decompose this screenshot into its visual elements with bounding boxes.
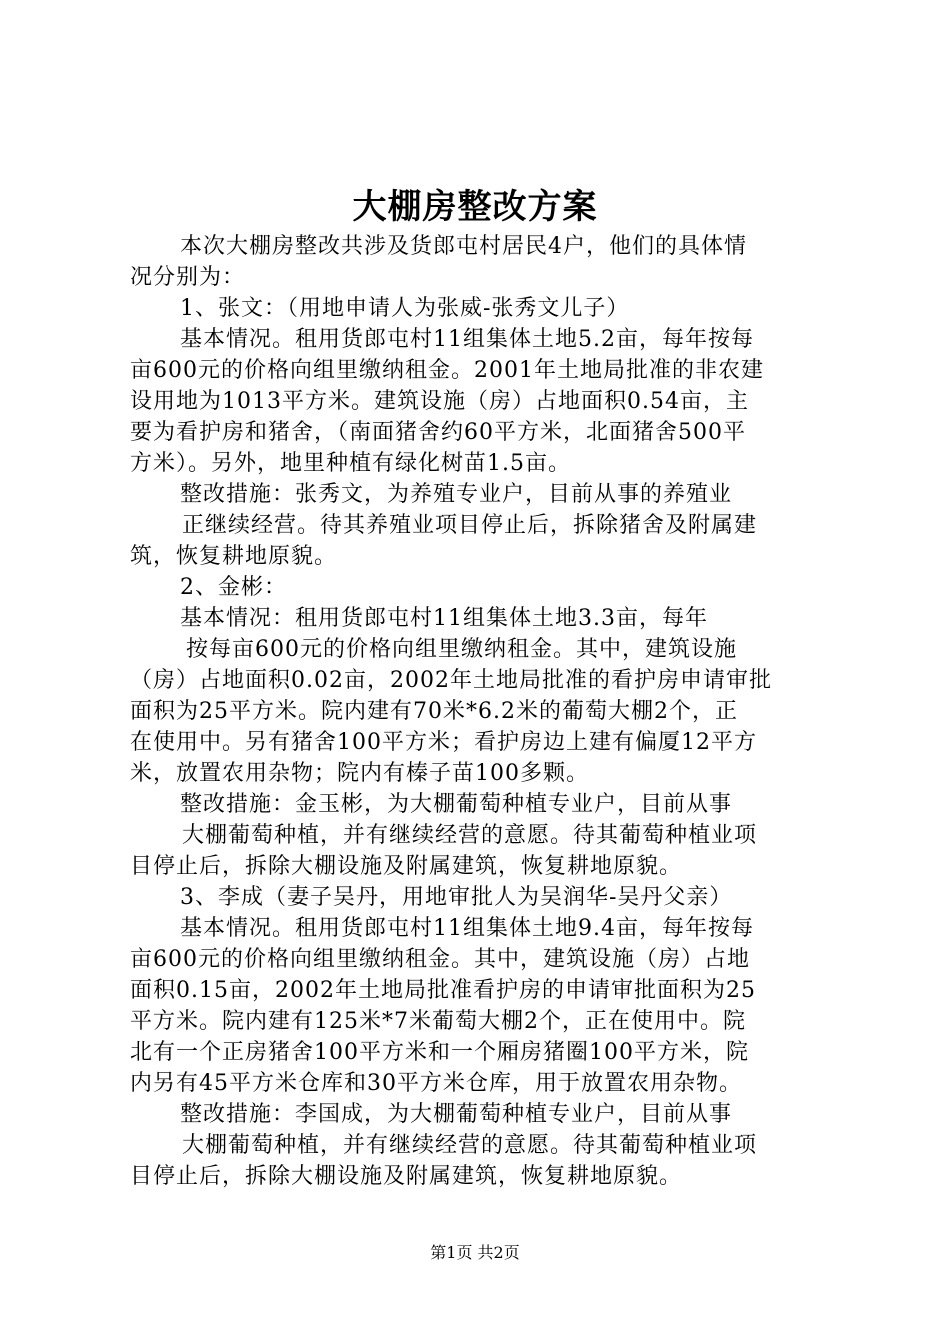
case-measure-line: 大棚葡萄种植，并有继续经营的意愿。待其葡萄种植业项 <box>182 823 758 848</box>
intro-line: 况分别为： <box>130 265 246 290</box>
case-basic-line: 亩600元的价格向组里缴纳租金。2001年土地局批准的非农建 <box>130 358 764 383</box>
case-basic-line: 按每亩600元的价格向组里缴纳租金。其中，建筑设施 <box>186 637 737 662</box>
case-basic-line: 基本情况：租用货郎屯村11组集体土地3.3亩，每年 <box>180 606 708 631</box>
case-measure-line: 目停止后，拆除大棚设施及附属建筑，恢复耕地原貌。 <box>130 1164 683 1189</box>
intro-line: 本次大棚房整改共涉及货郎屯村居民4户，他们的具体情 <box>180 234 747 259</box>
case-measure-line: 整改措施：李国成，为大棚葡萄种植专业户，目前从事 <box>180 1102 733 1127</box>
case-basic-line: 面积0.15亩，2002年土地局批准看护房的申请审批面积为25 <box>130 978 756 1003</box>
case-measure-line: 大棚葡萄种植，并有继续经营的意愿。待其葡萄种植业项 <box>182 1133 758 1158</box>
case-basic-line: 基本情况。租用货郎屯村11组集体土地5.2亩，每年按每 <box>180 327 754 352</box>
case-basic-line: 米，放置农用杂物；院内有榛子苗100多颗。 <box>130 761 589 786</box>
document-body <box>130 231 830 1192</box>
case-basic-line: 内另有45平方米仓库和30平方米仓库，用于放置农用杂物。 <box>130 1071 742 1096</box>
case-measure-line: 筑，恢复耕地原貌。 <box>130 544 338 569</box>
case-basic-line: 基本情况。租用货郎屯村11组集体土地9.4亩，每年按每 <box>180 916 754 941</box>
document-title: 大棚房整改方案 <box>352 187 598 227</box>
case-measure-line: 整改措施：金玉彬，为大棚葡萄种植专业户，目前从事 <box>180 792 733 817</box>
case-measure-line: 整改措施：张秀文，为养殖专业户，目前从事的养殖业 <box>180 482 733 507</box>
case-basic-line: 方米）。另外，地里种植有绿化树苗1.5亩。 <box>130 451 571 476</box>
case-basic-line: 要为看护房和猪舍，（南面猪舍约60平方米，北面猪舍500平 <box>130 420 746 445</box>
case-basic-line: 亩600元的价格向组里缴纳租金。其中，建筑设施（房）占地 <box>130 947 750 972</box>
case-basic-line: 设用地为1013平方米。建筑设施（房）占地面积0.54亩，主 <box>130 389 749 414</box>
case-basic-line: 在使用中。另有猪舍100平方米；看护房边上建有偏厦12平方 <box>130 730 757 755</box>
case-basic-line: 北有一个正房猪舍100平方米和一个厢房猪圈100平方米，院 <box>130 1040 749 1065</box>
case-measure-line: 目停止后，拆除大棚设施及附属建筑，恢复耕地原貌。 <box>130 854 683 879</box>
page-footer: 第1页 共2页 <box>430 1243 520 1262</box>
case-measure-line: 正继续经营。待其养殖业项目停止后，拆除猪舍及附属建 <box>182 513 758 538</box>
case-basic-line: 平方米。院内建有125米*7米葡萄大棚2个，正在使用中。院 <box>130 1009 746 1034</box>
case-basic-line: 面积为25平方米。院内建有70米*6.2米的葡萄大棚2个，正 <box>130 699 738 724</box>
case-heading: 1、张文：（用地申请人为张威-张秀文儿子） <box>180 296 630 321</box>
case-basic-line: （房）占地面积0.02亩，2002年土地局批准的看护房申请审批 <box>130 668 772 693</box>
case-heading: 2、金彬： <box>180 575 287 600</box>
case-heading: 3、李成（妻子吴丹，用地审批人为吴润华-吴丹父亲） <box>180 885 733 910</box>
